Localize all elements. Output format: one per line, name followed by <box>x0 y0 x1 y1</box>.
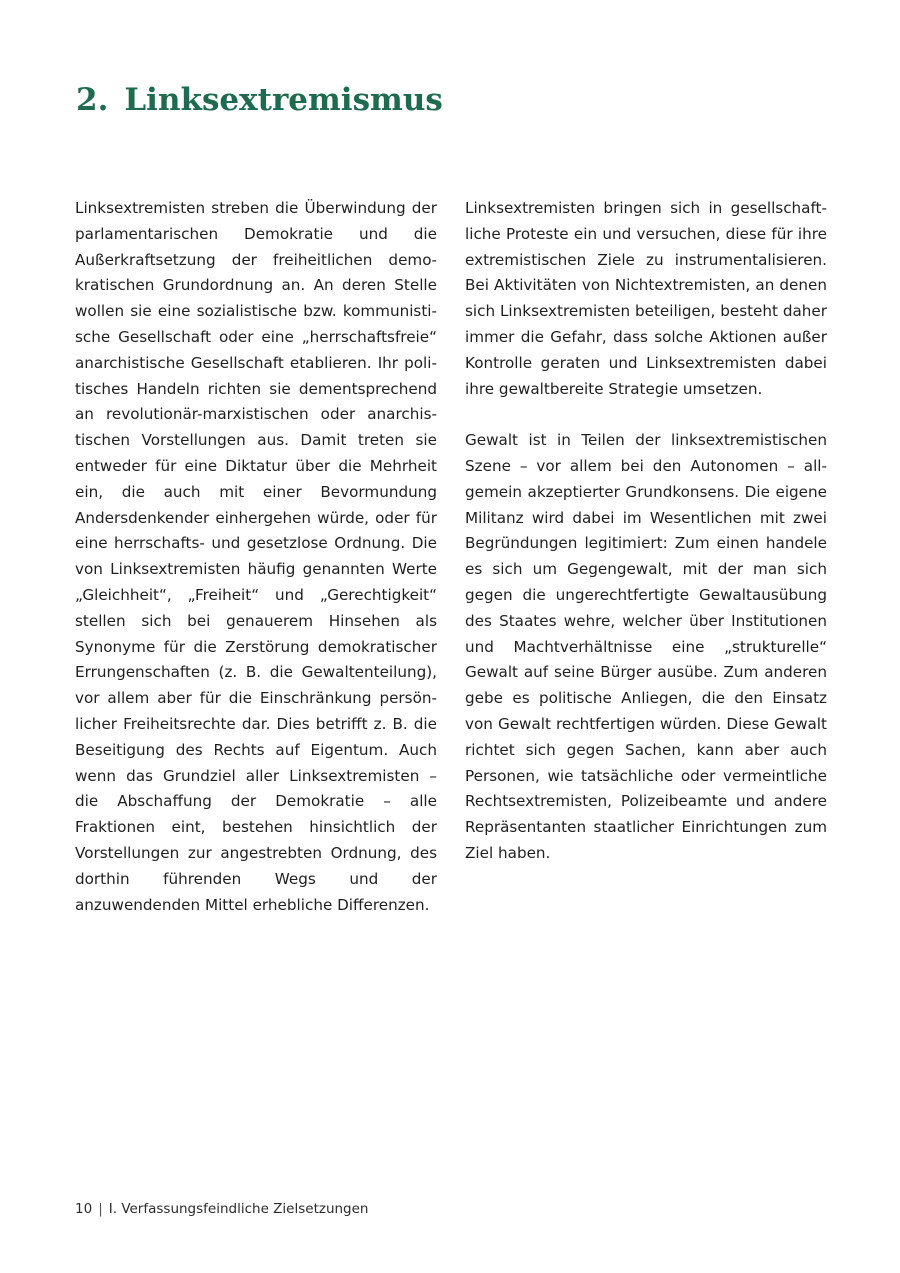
page-number: 10 <box>75 1201 93 1217</box>
body-paragraph: Linksextremisten streben die Überwindung der parlamentarischen Demokratie und die Außerkraftsetzung der freiheitlichen demokratischen Grundordnung an. An deren Stelle wollen sie eine sozialistische bzw. kommunistische Gesellschaft oder eine „herrschaftsfreie“ anarchistische Gesellschaft etablieren. Ihr politisches Handeln richten sie dementsprechend an revolutionär-marxistischen oder anarchistischen Vorstellungen aus. Damit treten sie entweder für eine Diktatur über die Mehrheit ein, die auch mit einer Bevormundung Andersdenkender einhergehen würde, oder für eine herrschafts- und gesetzlose Ordnung. Die von Linksextremisten häufig genannten Werte „Gleichheit“, „Freiheit“ und „Gerechtigkeit“ stellen sich bei genauerem Hinsehen als Synonyme für die Zerstörung demokratischer Errungenschaften (z. B. die Gewaltenteilung), vor allem aber für die Einschränkung persönlicher Freiheitsrechte dar. Dies betrifft z. B. die Beseitigung des Rechts auf Eigentum. Auch wenn das Grundziel aller Linksextremisten – die Abschaffung der Demokratie – alle Fraktionen eint, bestehen hinsichtlich der Vorstellungen zur angestrebten Ordnung, des dorthin führenden Wegs und der anzuwendenden Mittel erhebliche Differenzen. <box>75 199 437 914</box>
text-column-right <box>465 196 827 867</box>
page-title <box>76 78 443 122</box>
page-footer <box>75 1199 369 1219</box>
section-number: 2. <box>76 82 109 118</box>
footer-separator: | <box>98 1201 103 1217</box>
chapter-title: I. Verfassungsfeindliche Zielsetzungen <box>108 1201 369 1217</box>
text-column-left <box>75 196 437 918</box>
section-title: Linksextremismus <box>124 82 443 118</box>
body-paragraph: Linksextremisten bringen sich in gesellschaftliche Proteste ein und versuchen, diese für ihre extremistischen Ziele zu instrumentalisieren. Bei Aktivitäten von Nichtextremisten, an denen sich Linksextremisten beteiligen, besteht daher immer die Gefahr, dass solche Aktionen außer Kontrolle geraten und Linksextremisten dabei ihre gewaltbereite Strategie umsetzen. <box>465 199 827 398</box>
body-paragraph: Gewalt ist in Teilen der linksextremistischen Szene – vor allem bei den Autonomen – allgemein akzeptierter Grundkonsens. Die eigene Militanz wird dabei im Wesentlichen mit zwei Begründungen legitimiert: Zum einen handele es sich um Gegengewalt, mit der man sich gegen die ungerechtfertigte Gewaltausübung des Staates wehre, welcher über Institutionen und Machtverhältnisse eine „strukturelle“ Gewalt auf seine Bürger ausübe. Zum anderen gebe es politische Anliegen, die den Einsatz von Gewalt rechtfertigen würden. Diese Gewalt richtet sich gegen Sachen, kann aber auch Personen, wie tatsächliche oder vermeintliche Rechtsextremisten, Polizeibeamte und andere Repräsentanten staatlicher Einrichtungen zum Ziel haben. <box>465 431 827 862</box>
